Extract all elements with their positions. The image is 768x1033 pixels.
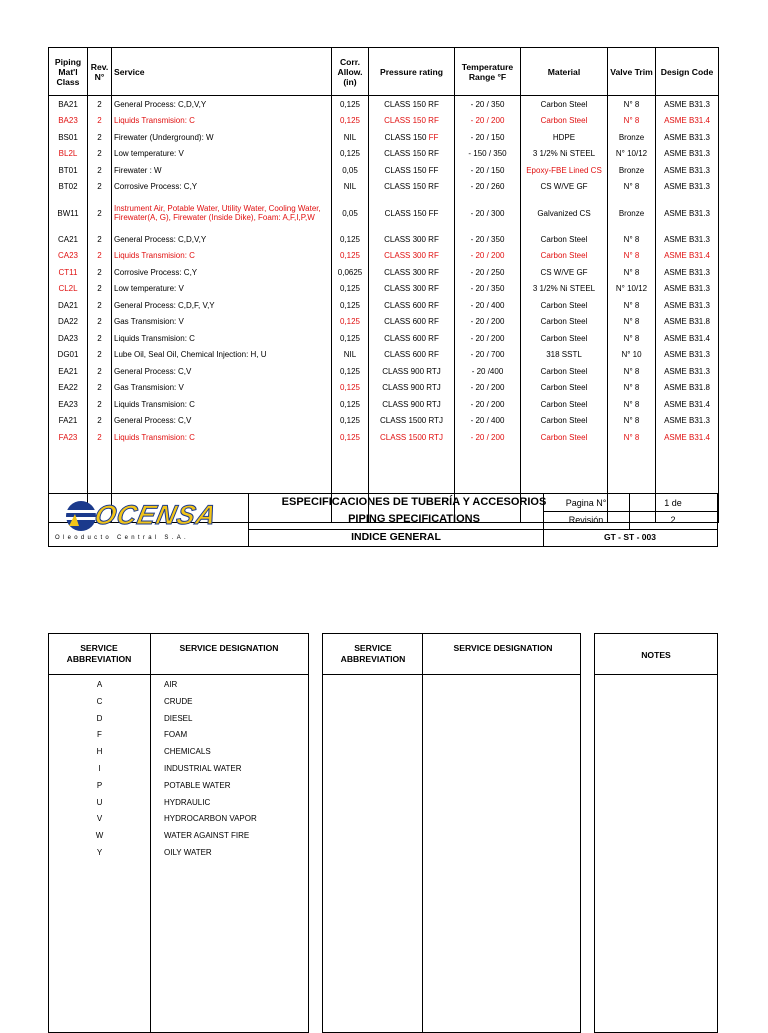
spec-body — [49, 96, 719, 523]
cell-code: ASME B31.8 — [656, 380, 719, 397]
cell-class: FA21 — [49, 413, 88, 430]
table-row — [49, 297, 719, 314]
cell-corr: 0,125 — [332, 396, 369, 413]
cell-material: Epoxy-FBE Lined CS — [521, 162, 608, 179]
table-row — [49, 413, 719, 430]
service-abbr: C — [96, 696, 103, 706]
cell-service: Corrosive Process: C,Y — [112, 264, 332, 281]
cell-trim: N° 8 — [608, 330, 656, 347]
cell-code: ASME B31.3 — [656, 179, 719, 196]
cell-material: Carbon Steel — [521, 231, 608, 248]
cell-rev: 2 — [88, 429, 112, 446]
cell-temp: - 20 / 250 — [455, 264, 521, 281]
cell-class: DA23 — [49, 330, 88, 347]
page-value: 1 de — [664, 498, 682, 508]
service-abbr: F — [97, 730, 102, 740]
service-name: DIESEL — [164, 713, 193, 723]
col-header-corr: Corr. Allow. (in) — [332, 48, 369, 96]
cell-service: Firewater (Underground): W — [112, 129, 332, 146]
cell-temp: - 20 / 150 — [455, 129, 521, 146]
cell-class: BA21 — [49, 96, 88, 113]
cell-service: General Process: C,V — [112, 363, 332, 380]
cell-pressure: CLASS 300 RF — [369, 231, 455, 248]
cell-corr: 0,125 — [332, 113, 369, 130]
cell-class: DG01 — [49, 347, 88, 364]
cell-code: ASME B31.4 — [656, 396, 719, 413]
cell-code: ASME B31.3 — [656, 162, 719, 179]
table-row — [49, 248, 719, 265]
cell-class: CA23 — [49, 248, 88, 265]
cell-rev: 2 — [88, 179, 112, 196]
notes-header-line — [595, 674, 717, 675]
col-header-temp: Temperature Range °F — [455, 48, 521, 96]
cell-corr: 0,0625 — [332, 264, 369, 281]
cell-class: DA22 — [49, 314, 88, 331]
cell-class: CA21 — [49, 231, 88, 248]
cell-pressure: CLASS 150 RF — [369, 113, 455, 130]
notes-box — [594, 633, 718, 1033]
cell-corr: 0,125 — [332, 380, 369, 397]
service-name: CHEMICALS — [164, 747, 211, 757]
cell-material: 3 1/2% Ni STEEL — [521, 146, 608, 163]
col-header-service: Service — [112, 48, 332, 96]
cell-trim: N° 8 — [608, 113, 656, 130]
cell-temp: - 20 / 260 — [455, 179, 521, 196]
cell-corr: 0,05 — [332, 162, 369, 179]
cell-material: Carbon Steel — [521, 380, 608, 397]
service-name: CRUDE — [164, 696, 193, 706]
cell-rev: 2 — [88, 162, 112, 179]
cell-code: ASME B31.8 — [656, 314, 719, 331]
cell-service: Gas Transmision: V — [112, 380, 332, 397]
cell-corr: 0,125 — [332, 96, 369, 113]
table-row — [49, 347, 719, 364]
table-row — [49, 96, 719, 113]
cell-code: ASME B31.3 — [656, 363, 719, 380]
cell-temp: - 20 / 200 — [455, 248, 521, 265]
cell-material: Galvanized CS — [521, 195, 608, 231]
cell-corr: 0,125 — [332, 248, 369, 265]
cell-pressure: CLASS 150 FF — [369, 162, 455, 179]
cell-temp: - 20 / 150 — [455, 162, 521, 179]
cell-pressure: CLASS 150 FF — [369, 195, 455, 231]
footer-divider — [249, 529, 717, 530]
cell-pressure: CLASS 150 RF — [369, 96, 455, 113]
service-abbr: I — [98, 764, 101, 773]
cell-rev: 2 — [88, 195, 112, 231]
cell-service: Low temperature: V — [112, 146, 332, 163]
cell-corr: 0,125 — [332, 363, 369, 380]
title-block — [48, 493, 718, 547]
service-name: INDUSTRIAL WATER — [164, 764, 242, 773]
cell-trim: N° 8 — [608, 396, 656, 413]
cell-pressure: CLASS 150 FF — [369, 129, 455, 146]
cell-corr: 0,05 — [332, 195, 369, 231]
cell-rev: 2 — [88, 129, 112, 146]
col-header-pressure: Pressure rating — [369, 48, 455, 96]
cell-rev: 2 — [88, 396, 112, 413]
cell-pressure: CLASS 150 RF — [369, 179, 455, 196]
service-name: FOAM — [164, 730, 188, 740]
cell-code: ASME B31.3 — [656, 264, 719, 281]
cell-class: BA23 — [49, 113, 88, 130]
cell-service: Gas Transmision: V — [112, 314, 332, 331]
cell-rev: 2 — [88, 314, 112, 331]
cell-material: Carbon Steel — [521, 396, 608, 413]
cell-rev: 2 — [88, 363, 112, 380]
cell-temp: - 20 / 400 — [455, 413, 521, 430]
service-abbrev-table-2 — [322, 633, 581, 1033]
cell-material: Carbon Steel — [521, 330, 608, 347]
cell-temp: - 20 / 350 — [455, 281, 521, 298]
cell-class: EA21 — [49, 363, 88, 380]
cell-class: CL2L — [49, 281, 88, 298]
cell-corr: 0,125 — [332, 314, 369, 331]
table-row — [49, 281, 719, 298]
service-name: HYDRAULIC — [164, 797, 211, 807]
cell-service: Liquids Transmision: C — [112, 113, 332, 130]
cell-service: Firewater : W — [112, 162, 332, 179]
cell-code: ASME B31.4 — [656, 113, 719, 130]
cell-temp: - 20 /400 — [455, 363, 521, 380]
col-header-class: Piping Mat'l Class — [49, 48, 88, 96]
cell-trim: N° 10 — [608, 347, 656, 364]
cell-material: Carbon Steel — [521, 429, 608, 446]
cell-trim: N° 8 — [608, 231, 656, 248]
cell-pressure: CLASS 600 RF — [369, 330, 455, 347]
cell-pressure: CLASS 900 RTJ — [369, 363, 455, 380]
col-header-material: Material — [521, 48, 608, 96]
cell-material: Carbon Steel — [521, 363, 608, 380]
table-row — [49, 429, 719, 446]
cell-corr: 0,125 — [332, 146, 369, 163]
cell-pressure: CLASS 600 RF — [369, 347, 455, 364]
cell-rev: 2 — [88, 248, 112, 265]
service-abbr: H — [96, 747, 103, 757]
cell-material: Carbon Steel — [521, 248, 608, 265]
table-row — [49, 380, 719, 397]
table-row — [49, 264, 719, 281]
cell-service: General Process: C,D,V,Y — [112, 96, 332, 113]
cell-rev: 2 — [88, 264, 112, 281]
revision-label: Revisión — [568, 515, 604, 525]
cell-class: BL2L — [49, 146, 88, 163]
cell-code: ASME B31.3 — [656, 129, 719, 146]
service-abbr: Y — [96, 848, 103, 857]
cell-code: ASME B31.3 — [656, 347, 719, 364]
cell-material: CS W/VE GF — [521, 179, 608, 196]
cell-trim: N° 8 — [608, 363, 656, 380]
cell-code: ASME B31.3 — [656, 297, 719, 314]
title-en: PIPING SPECIFICATIONS — [348, 513, 480, 525]
cell-rev: 2 — [88, 231, 112, 248]
service-abbr: V — [96, 814, 103, 824]
cell-corr: 0,125 — [332, 231, 369, 248]
abbr-header-2: SERVICE ABBREVIATION — [340, 643, 406, 664]
cell-rev: 2 — [88, 347, 112, 364]
cell-temp: - 20 / 200 — [455, 113, 521, 130]
table-row — [49, 146, 719, 163]
service-abbrev-table — [48, 633, 309, 1033]
cell-corr: 0,125 — [332, 413, 369, 430]
cell-class: EA23 — [49, 396, 88, 413]
table-row — [49, 314, 719, 331]
cell-trim: Bronze — [608, 195, 656, 231]
cell-class: FA23 — [49, 429, 88, 446]
col-header-trim: Valve Trim — [608, 48, 656, 96]
index-title: INDICE GENERAL — [351, 531, 441, 543]
cell-pressure: CLASS 1500 RTJ — [369, 429, 455, 446]
cell-material: 3 1/2% Ni STEEL — [521, 281, 608, 298]
cell-trim: N° 8 — [608, 179, 656, 196]
cell-corr: 0,125 — [332, 297, 369, 314]
abbr-header-line — [49, 674, 308, 675]
abbr-header: SERVICE ABBREVIATION — [66, 643, 132, 664]
cell-service: Liquids Transmision: C — [112, 330, 332, 347]
cell-material: Carbon Steel — [521, 314, 608, 331]
cell-trim: N° 8 — [608, 248, 656, 265]
cell-code: ASME B31.3 — [656, 231, 719, 248]
cell-trim: N° 8 — [608, 314, 656, 331]
cell-code: ASME B31.3 — [656, 281, 719, 298]
cell-service: Liquids Transmision: C — [112, 429, 332, 446]
cell-class: EA22 — [49, 380, 88, 397]
cell-corr: NIL — [332, 347, 369, 364]
logo-area — [49, 494, 249, 546]
cell-class: BW11 — [49, 195, 88, 231]
cell-pressure: CLASS 300 RF — [369, 281, 455, 298]
service-name: HYDROCARBON VAPOR — [164, 814, 257, 824]
cell-class: BS01 — [49, 129, 88, 146]
cell-temp: - 20 / 300 — [455, 195, 521, 231]
cell-corr: NIL — [332, 129, 369, 146]
service-name: WATER AGAINST FIRE — [164, 831, 250, 841]
cell-service: General Process: C,D,F, V,Y — [112, 297, 332, 314]
table-row — [49, 396, 719, 413]
cell-material: Carbon Steel — [521, 96, 608, 113]
cell-temp: - 20 / 400 — [455, 297, 521, 314]
cell-pressure: CLASS 600 RF — [369, 314, 455, 331]
service-name: POTABLE WATER — [164, 780, 231, 790]
cell-trim: N° 8 — [608, 264, 656, 281]
table-row — [49, 113, 719, 130]
cell-temp: - 150 / 350 — [455, 146, 521, 163]
cell-corr: 0,125 — [332, 429, 369, 446]
cell-pressure: CLASS 1500 RTJ — [369, 413, 455, 430]
service-abbr: P — [96, 780, 103, 790]
cell-rev: 2 — [88, 281, 112, 298]
cell-pressure: CLASS 150 RF — [369, 146, 455, 163]
cell-class: CT11 — [49, 264, 88, 281]
cell-service: Lube Oil, Seal Oil, Chemical Injection: H, U — [112, 347, 332, 364]
cell-code: ASME B31.4 — [656, 248, 719, 265]
cell-corr: 0,125 — [332, 330, 369, 347]
footer-hline-2 — [543, 511, 717, 512]
logo-subtitle: Oleoducto Central S.A. — [55, 535, 189, 541]
cell-trim: N° 8 — [608, 96, 656, 113]
revision-value: 2 — [670, 515, 676, 525]
spec-header-row — [49, 48, 719, 96]
cell-rev: 2 — [88, 96, 112, 113]
notes-header: NOTES — [641, 650, 671, 660]
cell-material: HDPE — [521, 129, 608, 146]
logo-wordmark: OCENSA — [91, 500, 220, 530]
cell-class: DA21 — [49, 297, 88, 314]
cell-corr: NIL — [332, 179, 369, 196]
table-row — [49, 179, 719, 196]
cell-pressure: CLASS 600 RF — [369, 297, 455, 314]
piping-spec-table — [48, 47, 719, 523]
cell-trim: Bronze — [608, 129, 656, 146]
cell-code: ASME B31.3 — [656, 195, 719, 231]
service-abbr: U — [96, 797, 103, 807]
cell-service: Liquids Transmision: C — [112, 396, 332, 413]
cell-material: 318 SSTL — [521, 347, 608, 364]
cell-rev: 2 — [88, 146, 112, 163]
col-header-code: Design Code — [656, 48, 719, 96]
cell-pressure: CLASS 300 RF — [369, 248, 455, 265]
cell-temp: - 20 / 350 — [455, 231, 521, 248]
cell-material: Carbon Steel — [521, 113, 608, 130]
cell-material: Carbon Steel — [521, 413, 608, 430]
cell-code: ASME B31.4 — [656, 429, 719, 446]
page-label: Pagina N° — [565, 498, 607, 508]
service-name: OILY WATER — [164, 848, 212, 857]
cell-rev: 2 — [88, 380, 112, 397]
table-row — [49, 195, 719, 231]
cell-trim: N° 10/12 — [608, 281, 656, 298]
cell-trim: N° 10/12 — [608, 146, 656, 163]
desig-header-2: SERVICE DESIGNATION — [453, 643, 553, 653]
table-row — [49, 162, 719, 179]
cell-trim: N° 8 — [608, 297, 656, 314]
service-abbr: W — [95, 831, 104, 841]
cell-class: BT01 — [49, 162, 88, 179]
cell-corr: 0,125 — [332, 281, 369, 298]
col-header-rev: Rev. N° — [88, 48, 112, 96]
abbr2-col-line — [422, 634, 423, 1032]
cell-temp: - 20 / 700 — [455, 347, 521, 364]
cell-temp: - 20 / 200 — [455, 429, 521, 446]
desig-header: SERVICE DESIGNATION — [179, 643, 279, 653]
cell-pressure: CLASS 900 RTJ — [369, 380, 455, 397]
cell-rev: 2 — [88, 330, 112, 347]
abbr2-header-line — [323, 674, 580, 675]
cell-trim: Bronze — [608, 162, 656, 179]
abbr-col-line — [150, 634, 151, 1032]
cell-trim: N° 8 — [608, 413, 656, 430]
table-row — [49, 363, 719, 380]
cell-service: Instrument Air, Potable Water, Utility Water, Cooling Water, Firewater(A, G), Firewater (Inside Dike), Foam: A,F,I,P,W — [112, 195, 332, 231]
cell-service: Liquids Transmision: C — [112, 248, 332, 265]
cell-temp: - 20 / 200 — [455, 314, 521, 331]
doc-code: GT - ST - 003 — [604, 532, 656, 542]
title-es: ESPECIFICACIONES DE TUBERÍA Y ACCESORIOS — [281, 496, 547, 508]
cell-service: Low temperature: V — [112, 281, 332, 298]
service-name: AIR — [164, 680, 178, 689]
table-row — [49, 231, 719, 248]
cell-service: Corrosive Process: C,Y — [112, 179, 332, 196]
cell-temp: - 20 / 350 — [455, 96, 521, 113]
cell-rev: 2 — [88, 413, 112, 430]
cell-code: ASME B31.3 — [656, 96, 719, 113]
cell-class: BT02 — [49, 179, 88, 196]
cell-code: ASME B31.3 — [656, 146, 719, 163]
cell-service: General Process: C,V — [112, 413, 332, 430]
cell-temp: - 20 / 200 — [455, 380, 521, 397]
cell-code: ASME B31.4 — [656, 330, 719, 347]
service-abbr: D — [96, 713, 103, 723]
table-row — [49, 330, 719, 347]
cell-temp: - 20 / 200 — [455, 396, 521, 413]
cell-service: General Process: C,D,V,Y — [112, 231, 332, 248]
cell-temp: - 20 / 200 — [455, 330, 521, 347]
table-row — [49, 129, 719, 146]
cell-trim: N° 8 — [608, 380, 656, 397]
cell-rev: 2 — [88, 297, 112, 314]
cell-code: ASME B31.3 — [656, 413, 719, 430]
cell-material: Carbon Steel — [521, 297, 608, 314]
cell-material: CS W/VE GF — [521, 264, 608, 281]
cell-pressure: CLASS 900 RTJ — [369, 396, 455, 413]
cell-trim: N° 8 — [608, 429, 656, 446]
cell-rev: 2 — [88, 113, 112, 130]
cell-pressure: CLASS 300 RF — [369, 264, 455, 281]
service-abbr: A — [96, 680, 103, 689]
